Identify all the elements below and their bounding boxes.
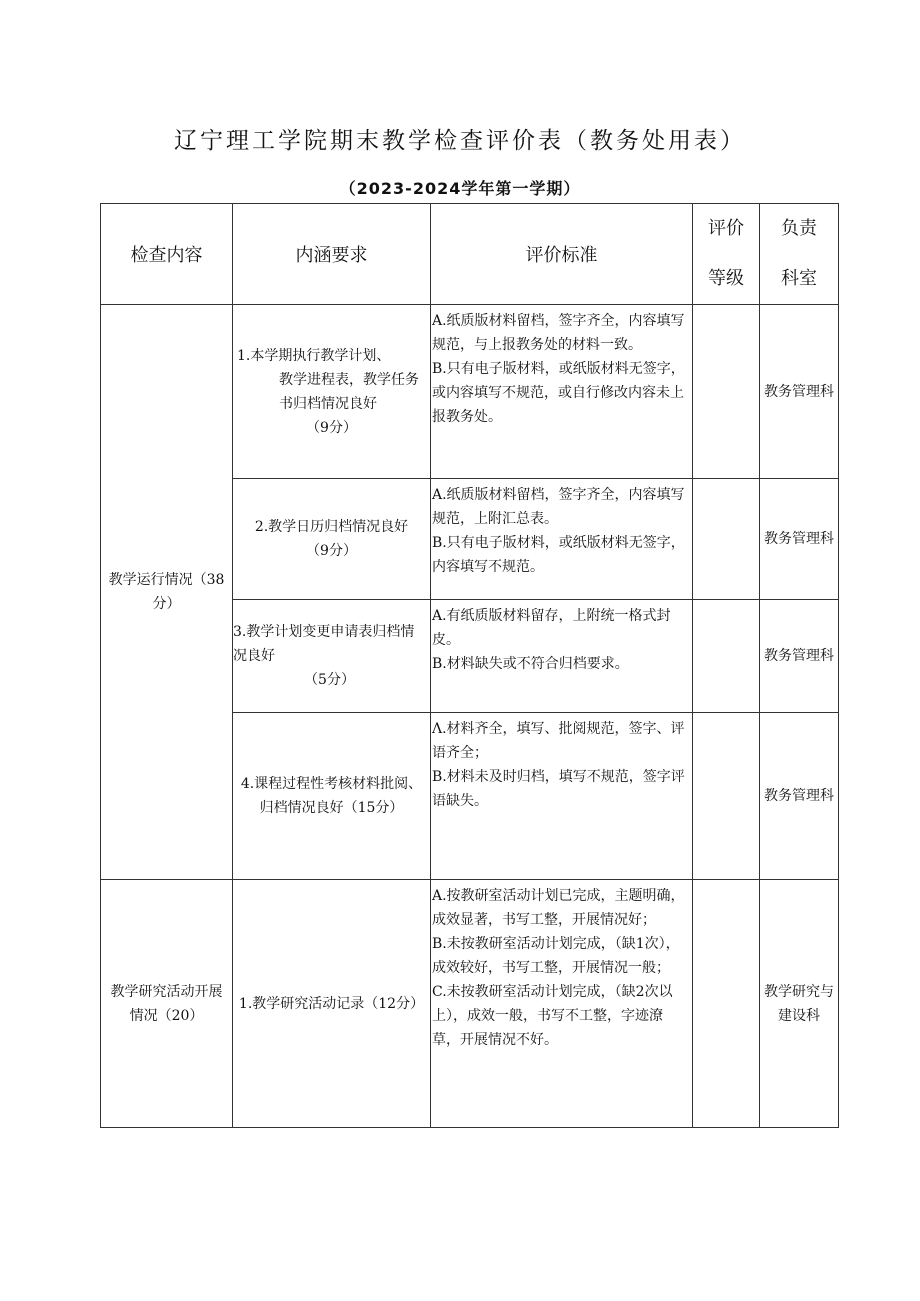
header-requirement: 内涵要求 — [233, 204, 431, 305]
requirement-cell — [233, 880, 431, 1128]
requirement-cell — [233, 305, 431, 479]
criteria-a: A.按教研室活动计划已完成，主题明确，成效显著，书写工整，开展情况好； — [432, 888, 685, 928]
requirement-text-cont: 教学进程表，教学任务书归档情况良好 — [279, 371, 419, 412]
grade-cell[interactable] — [693, 479, 760, 600]
requirement-score: （9分） — [306, 543, 357, 559]
requirement-text: 1.本学期执行教学计划、 — [237, 347, 391, 364]
header-dept-line2: 科室 — [781, 268, 817, 289]
header-grade-line2: 等级 — [708, 268, 744, 289]
criteria-b: B.材料缺失或不符合归档要求。 — [432, 656, 629, 672]
category-teaching-operation: 教学运行情况（38分） — [101, 305, 233, 880]
table-row — [101, 880, 839, 1128]
header-dept-line1: 负责 — [781, 218, 817, 239]
table-row — [101, 305, 839, 479]
criteria-cell — [431, 305, 693, 479]
criteria-b: B.只有电子版材料，或纸版材料无签字，或内容填写不规范，或自行修改内容未上报教务处。 — [432, 361, 685, 425]
header-grade — [693, 204, 760, 305]
criteria-b: B.只有电子版材料，或纸版材料无签字，内容填写不规范。 — [432, 535, 685, 575]
document-subtitle: （2023-2024学年第一学期） — [339, 179, 581, 198]
criteria-a: Λ.材料齐全，填写、批阅规范，签字、评语齐全； — [432, 721, 685, 761]
evaluation-table — [100, 203, 839, 1128]
dept-cell: 教务管理科 — [760, 479, 839, 600]
grade-cell[interactable] — [693, 600, 760, 713]
requirement-score: （9分） — [306, 419, 357, 436]
header-dept — [760, 204, 839, 305]
requirement-text: 3.教学计划变更申请表归档情况良好 — [233, 624, 415, 664]
requirement-text: 4.课程过程性考核材料批阅、归档情况良好（15分） — [240, 776, 423, 816]
header-criteria: 评价标准 — [431, 204, 693, 305]
requirement-text: 1.教学研究活动记录（12分） — [238, 995, 425, 1012]
dept-cell: 教务管理科 — [760, 600, 839, 713]
grade-cell[interactable] — [693, 305, 760, 479]
criteria-c: C.未按教研室活动计划完成，（缺2次以上），成效一般，书写不工整，字迹潦草，开展情况不好。 — [432, 984, 673, 1048]
criteria-cell — [431, 600, 693, 713]
criteria-a: A.纸质版材料留档，签字齐全，内容填写规范，与上报教务处的材料一致。 — [432, 313, 685, 353]
dept-cell: 教务管理科 — [760, 713, 839, 880]
dept-cell: 教学研究与建设科 — [760, 880, 839, 1128]
criteria-b: B.材料未及时归档，填写不规范，签字评语缺失。 — [432, 769, 685, 809]
document-title: 辽宁理工学院期末教学检查评价表（教务处用表） — [174, 128, 746, 154]
criteria-a: A.纸质版材料留档，签字齐全，内容填写规范，上附汇总表。 — [432, 487, 685, 527]
requirement-score: （5分） — [304, 672, 355, 688]
grade-cell[interactable] — [693, 880, 760, 1128]
requirement-text: 2.教学日历归档情况良好 — [254, 519, 409, 535]
header-grade-line1: 评价 — [708, 218, 744, 239]
grade-cell[interactable] — [693, 713, 760, 880]
header-content: 检查内容 — [101, 204, 233, 305]
header-row — [101, 204, 839, 305]
criteria-cell — [431, 713, 693, 880]
requirement-cell — [233, 600, 431, 713]
category-teaching-research: 教学研究活动开展情况（20） — [101, 880, 233, 1128]
criteria-cell — [431, 880, 693, 1128]
criteria-cell — [431, 479, 693, 600]
criteria-b: B.未按教研室活动计划完成，（缺1次），成效较好，书写工整，开展情况一般； — [432, 936, 680, 976]
requirement-cell — [233, 479, 431, 600]
criteria-a: A.有纸质版材料留存，上附统一格式封皮。 — [432, 608, 671, 648]
dept-cell: 教务管理科 — [760, 305, 839, 479]
requirement-cell — [233, 713, 431, 880]
